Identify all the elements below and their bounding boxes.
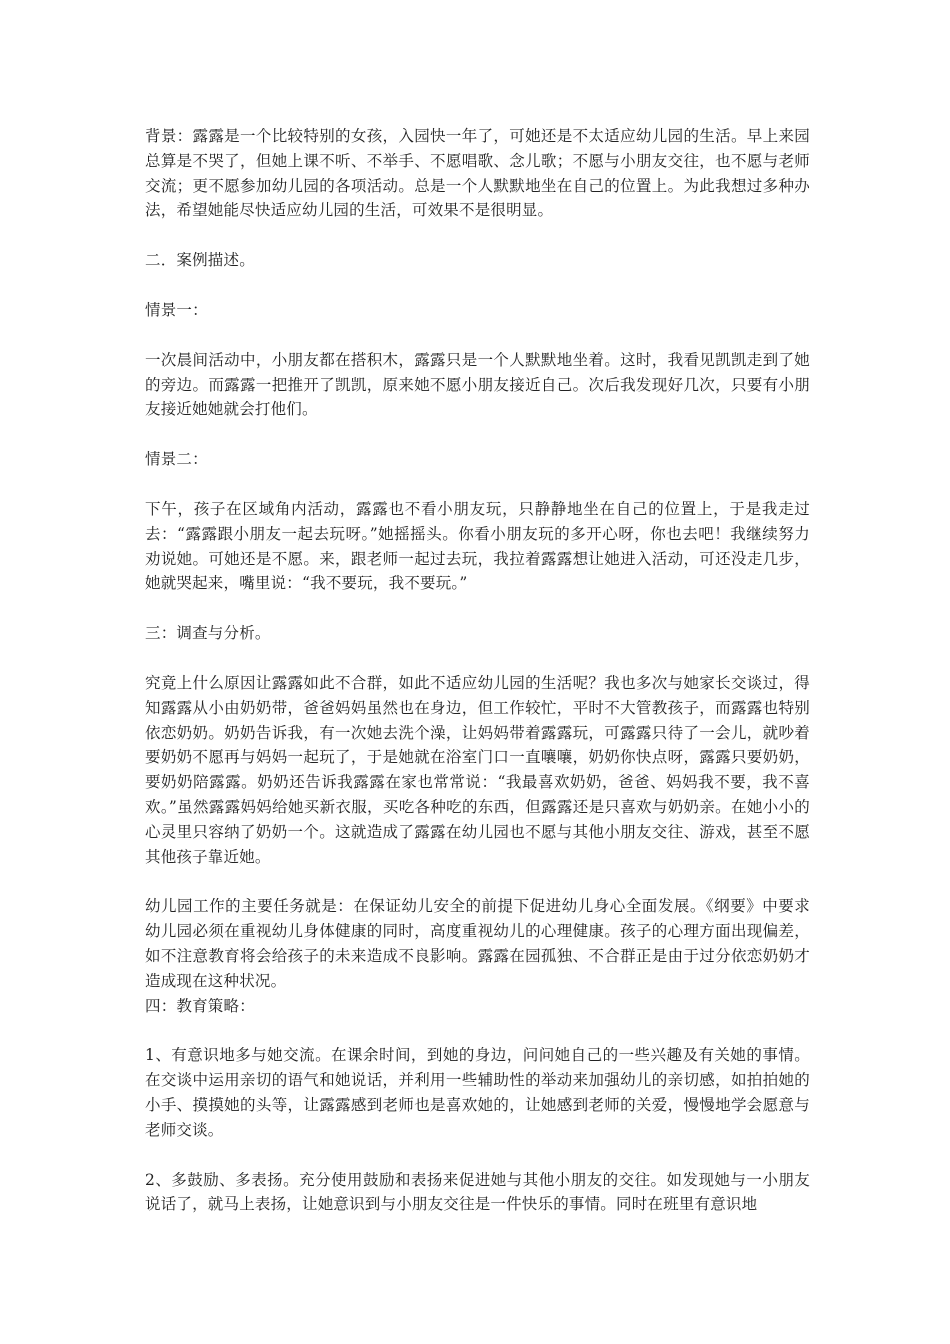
- paragraph-strategy-two: 2、多鼓励、多表扬。充分使用鼓励和表扬来促进她与其他小朋友的交往。如发现她与一小朋友说话了，就马上表扬，让她意识到与小朋友交往是一件快乐的事情。同时在班里有意识地: [145, 1170, 810, 1214]
- section-heading-strategy: 四：教育策略：: [145, 996, 255, 1015]
- paragraph-analysis-one: 究竟上什么原因让露露如此不合群，如此不适应幼儿园的生活呢？我也多次与她家长交谈过，得知露露从小由奶奶带，爸爸妈妈虽然也在身边，但工作较忙，平时不大管教孩子，而露露也特别依恋奶奶。奶奶告诉我，有一次她去洗个澡，让妈妈带着露露玩，可露露只待了一会儿，就吵着要奶奶不愿再与妈妈一起玩了，于是她就在浴室门口一直嚷嚷，奶奶你快点呀，露露只要奶奶，要奶奶陪露露。奶奶还告诉我露露在家也常常说：“我最喜欢奶奶，爸爸、妈妈我不要，我不喜欢。”虽然露露妈妈给她买新衣服，买吃各种吃的东西，但露露还是只喜欢与奶奶亲。在她小小的心灵里只容纳了奶奶一个。这就造成了露露在幼儿园也不愿与其他小朋友交往、游戏，甚至不愿其他孩子靠近她。: [145, 673, 810, 866]
- document-page: [145, 124, 810, 1217]
- scene-one-title: 情景一：: [145, 300, 208, 319]
- scene-two-title: 情景二：: [145, 450, 208, 469]
- section-heading-case-description: 二．案例描述。: [145, 251, 255, 270]
- paragraph-background: 背景：露露是一个比较特别的女孩，入园快一年了，可她还是不太适应幼儿园的生活。早上来园总算是不哭了，但她上课不听、不举手、不愿唱歌、念儿歌；不愿与小朋友交往，也不愿与老师交流；更不愿参加幼儿园的各项活动。总是一个人默默地坐在自己的位置上。为此我想过多种办法，希望她能尽快适应幼儿园的生活，可效果不是很明显。: [145, 127, 810, 220]
- paragraph-scene-one: 一次晨间活动中，小朋友都在搭积木，露露只是一个人默默地坐着。这时，我看见凯凯走到了她的旁边。而露露一把推开了凯凯，原来她不愿小朋友接近自己。次后我发现好几次，只要有小朋友接近她她就会打他们。: [145, 350, 810, 419]
- paragraph-strategy-one: 1、有意识地多与她交流。在课余时间，到她的身边，问问她自己的一些兴趣及有关她的事情。在交谈中运用亲切的语气和她说话，并利用一些辅助性的举动来加强幼儿的亲切感，如拍拍她的小手、摸摸她的头等，让露露感到老师也是喜欢她的，让她感到老师的关爱，慢慢地学会愿意与老师交谈。: [145, 1046, 810, 1139]
- paragraph-analysis-two: 幼儿园工作的主要任务就是：在保证幼儿安全的前提下促进幼儿身心全面发展。《纲要》中要求幼儿园必须在重视幼儿身体健康的同时，高度重视幼儿的心理健康。孩子的心理方面出现偏差，如不注意教育将会给孩子的未来造成不良影响。露露在园孤独、不合群正是由于过分依恋奶奶才造成现在这种状况。: [145, 897, 810, 990]
- section-heading-investigation: 三：调查与分析。: [145, 624, 271, 643]
- paragraph-scene-two: 下午，孩子在区域角内活动，露露也不看小朋友玩，只静静地坐在自己的位置上，于是我走过去：“露露跟小朋友一起去玩呀。”她摇摇头。你看小朋友玩的多开心呀，你也去吧！我继续努力劝说她。可她还是不愿。来，跟老师一起过去玩，我拉着露露想让她进入活动，可还没走几步，她就哭起来，嘴里说：“我不要玩，我不要玩。”: [145, 499, 810, 593]
